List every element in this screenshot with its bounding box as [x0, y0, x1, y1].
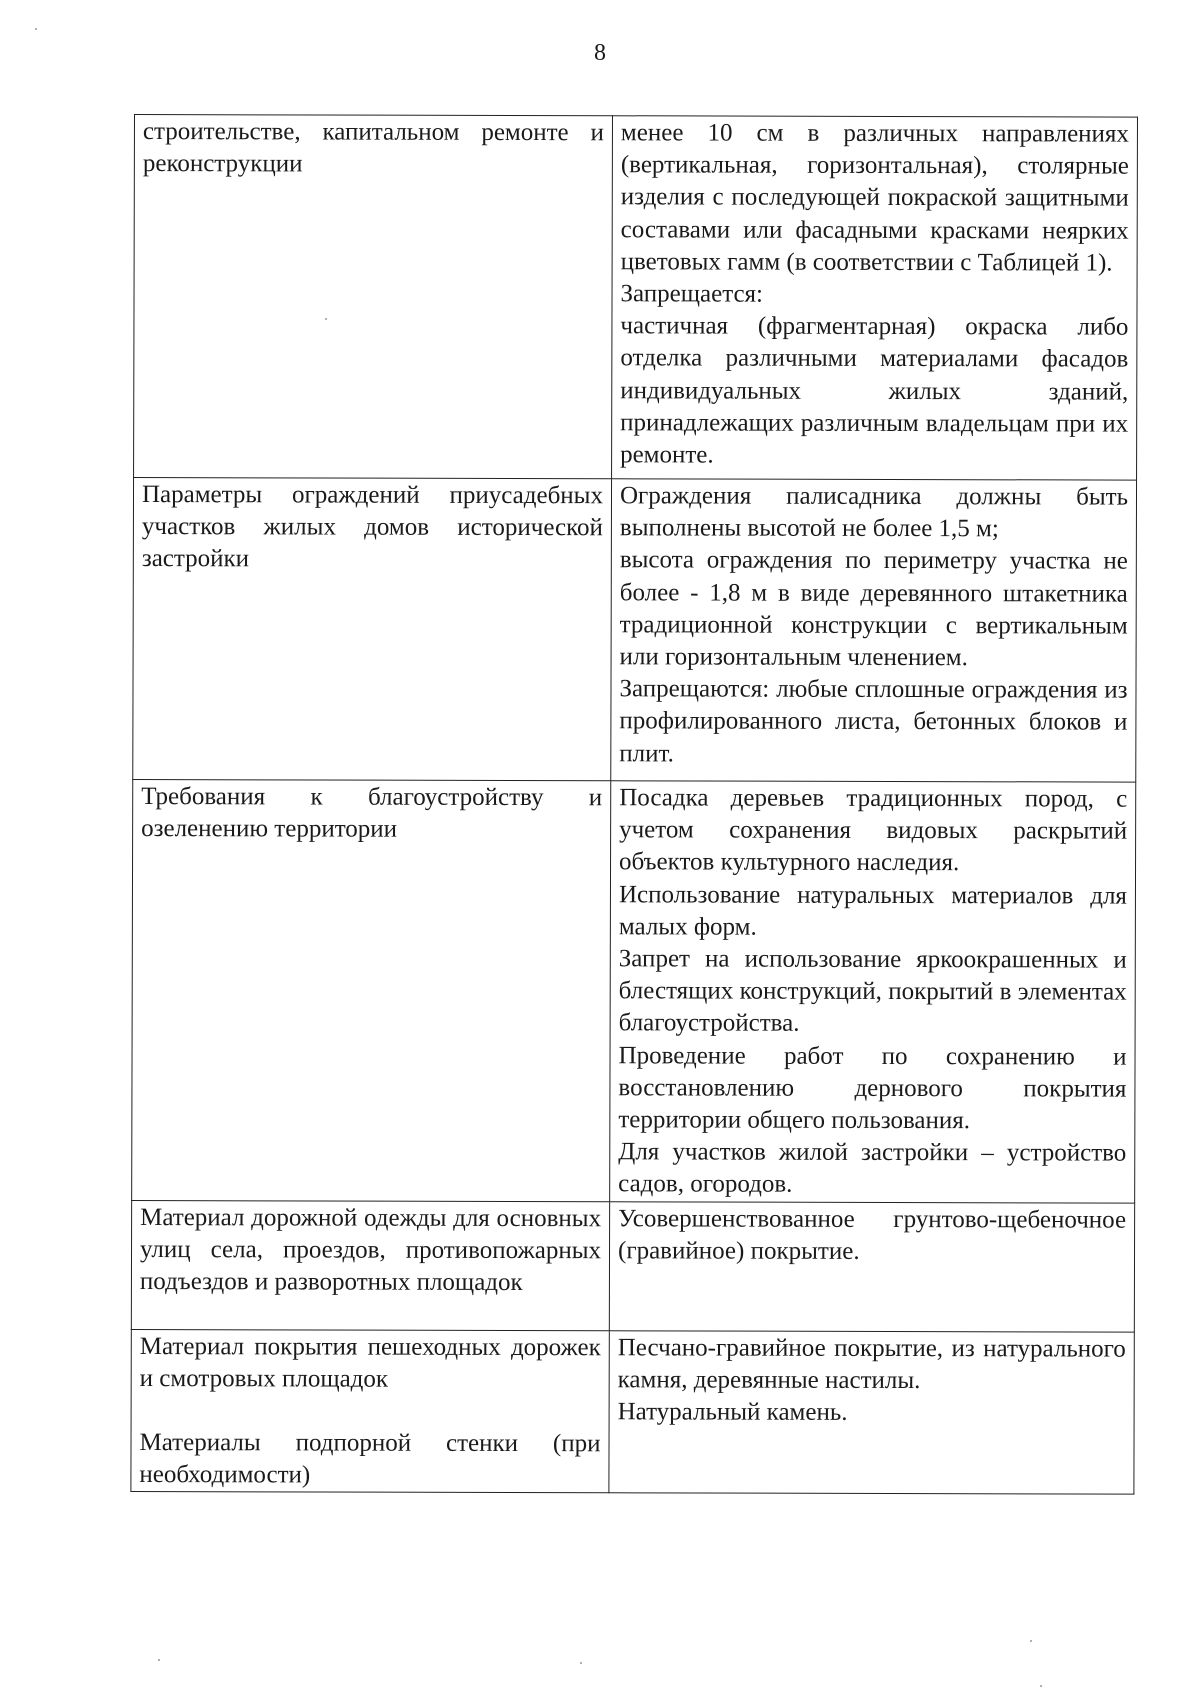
cell-text: Материал покрытия пешеходных дорожек и смотровых площадок — [139, 1332, 601, 1393]
table-cell-parameter — [132, 779, 611, 1201]
table-row — [134, 115, 1138, 481]
cell-text: Песчано-гравийное покрытие, из натурального камня, деревянные настилы. — [617, 1333, 1126, 1394]
table-cell-parameter — [131, 1200, 609, 1330]
cell-text: Параметры ограждений приусадебных участков жилых домов исторической застройки — [141, 481, 604, 573]
scan-speck — [580, 1662, 582, 1664]
table-row — [131, 1200, 1134, 1332]
scan-speck — [158, 1659, 160, 1661]
cell-text: Запрещается: — [620, 280, 764, 308]
table-row — [132, 779, 1136, 1202]
cell-text: строительстве, капитальном ремонте и реконструкции — [142, 118, 604, 178]
cell-text: Проведение работ по сохранению и восстановлению дернового покрытия территории общего пользования. — [618, 1041, 1127, 1135]
table-cell-requirement — [609, 1330, 1134, 1494]
cell-text: Материалы подпорной стенки (при необходимости) — [139, 1429, 601, 1489]
scan-speck — [325, 318, 327, 320]
cell-text: Посадка деревьев традиционных пород, с учетом сохранения видовых раскрытий объектов культурного наследия. — [619, 784, 1128, 877]
table-cell-requirement — [612, 116, 1138, 480]
cell-text: Материал дорожной одежды для основных улиц села, проездов, противопожарных подъездов и разворотных площадок — [139, 1203, 602, 1297]
cell-text: менее 10 см в различных направлениях (вертикальная, горизонтальная), столярные изделия с последующей покраской защитными составами или фасадными красками неярких цветовых гамм (в соответствии с Таблицей 1). — [620, 119, 1129, 277]
cell-text: Для участков жилой застройки – устройство садов, огородов. — [618, 1138, 1127, 1199]
cell-text: Натуральный камень. — [617, 1398, 848, 1426]
cell-text: Ограждения палисадника должны быть выполнены высотой не более 1,5 м; — [619, 482, 1129, 543]
cell-spacer — [140, 1395, 601, 1428]
cell-text: частичная (фрагментарная) окраска либо отделка различными материалами фасадов индивидуальных жилых зданий, принадлежащих различным владельцам при их ремонте. — [620, 312, 1129, 469]
cell-text: Требования к благоустройству и озеленению территории — [141, 783, 603, 843]
cell-text: Усовершенствованное грунтово-щебеночное (гравийное) покрытие. — [617, 1204, 1127, 1265]
scan-speck — [35, 28, 37, 30]
table-cell-requirement — [609, 1201, 1134, 1331]
scan-speck — [1030, 1640, 1032, 1642]
scan-speck — [1040, 1685, 1042, 1687]
table-cell-parameter — [133, 478, 612, 781]
cell-text: высота ограждения по периметру участка не более - 1,8 м в виде деревянного штакетника традиционной конструкции с вертикальным или горизонтальным членением. — [619, 546, 1128, 672]
cell-text: Запрет на использование яркоокрашенных и блестящих конструкций, покрытий в элементах благоустройства. — [618, 945, 1127, 1038]
cell-text: Использование натуральных материалов для малых форм. — [618, 880, 1127, 941]
table-cell-requirement — [610, 781, 1136, 1203]
requirements-table — [130, 114, 1138, 1495]
table-cell-parameter — [134, 115, 613, 479]
table-row — [131, 1329, 1134, 1494]
page-number: 8 — [594, 40, 606, 66]
table-cell-requirement — [611, 479, 1137, 782]
cell-text: Запрещаются: любые сплошные ограждения из профилированного листа, бетонных блоков и плит. — [619, 675, 1128, 768]
table-cell-parameter — [131, 1329, 609, 1493]
table-row — [133, 478, 1137, 783]
